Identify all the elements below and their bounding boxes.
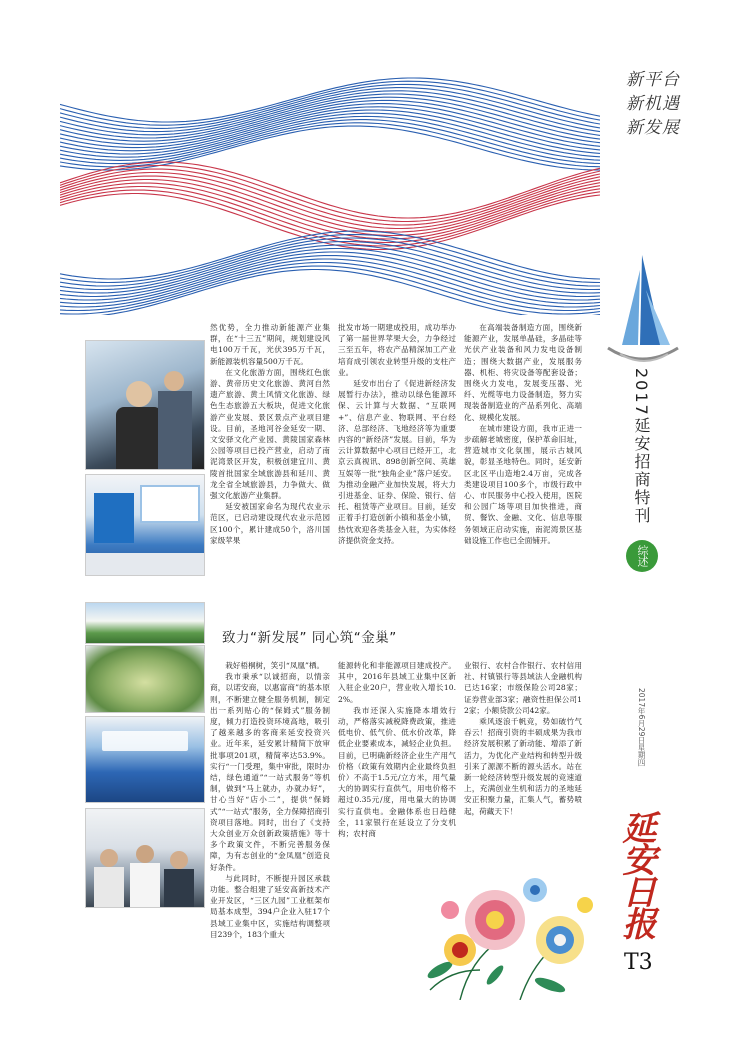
top-article-column-1 (210, 322, 330, 592)
bottom-article-column-1 (210, 660, 330, 1005)
paragraph: 乘风逐浪千帆竞，势如破竹气吞云！招商引资的丰硕成果为我市经济发展积累了新动能、增添了新活力，为优化产业结构和转型升级引来了源源不断的源头活水。站在新一轮经济转型升级发展的竞速道上，充满创业生机和活力的圣地延安正积聚力量，汇集人气，蓄势喷起，荷藏天下！ (464, 717, 582, 816)
paragraph: 业银行、农村合作银行、农村信用社、村镇银行等县域法人金融机构已达16家；市级保险公司28家；证券营业部3家；融资性担保公司12家；小额贷款公司42家。 (464, 661, 582, 715)
sand-table-model-photo (85, 645, 205, 713)
newspaper-masthead: 延安日报 (616, 810, 656, 938)
wave-line (60, 180, 600, 236)
paragraph: 在文化旅游方面，围绕红色旅游、黄帝历史文化旅游、黄河自然遗产旅游、黄土风情文化旅游、绿色生态旅游五大板块，促进文化旅游产业发展、景区景点产业项目建设。目前，圣地河谷金延安一期、文安驿文化产业园、黄陵国家森林公园等项目已投产营业，启动了南泥湾景区开发，积极创建宜川、黄陵首批国家全域旅游县和延川、黄龙全省全域旅游县，力争做大、做强文化旅游产业集群。 (210, 367, 330, 501)
slogan-line: 新发展 (626, 118, 680, 138)
paragraph: 在城市建设方面，我市正进一步疏解老城密度，保护革命旧址，营造城市文化氛围，展示古城风貌，彰显圣地特色。同时，延安新区北区平山造地2.4万亩，完成各类建设项目100多个，市级行政中心、市民服务中心投入使用，医院和公园广场等项目加快推进，商贸、餐饮、金融、文化、信息等服务领域正启动实施，南泥湾景区基础设施工作也已全面铺开。 (464, 423, 582, 545)
page-number: T3 (624, 950, 653, 975)
paragraph: 在高端装备制造方面，围绕新能源产业，发展单晶硅，多晶硅等光伏产业装备和风力发电设备制造；围绕大数据产业，发展服务器、机柜、将灾设备等配套设备；围绕火力发电，发展变压器、光纤、光缆等电力设备制造，努力实现装备制造业的产品系列化、高端化、规模化发展。 (464, 323, 582, 422)
paragraph: 延安市出台了《促进新经济发展暂行办法》，推动以绿色能源环保、云计算与大数据、“互联网+”、信息产业、物联网、平台经济、总部经济、飞地经济等为重要内容的“新经济”发展。目前，华为云计算数据中心项目已经开工，北京云真视讯、898创新空间、英雄互娱等一批“独角企业”落户延安。为推动金融产业加快发展，将大力引进基金、证券、保险、银行、信托、租赁等产业项目。目前，延安正着手打造创新小镇和基金小镇，热忱欢迎各类基金入驻，为实体经济提供资金支持。 (338, 379, 456, 545)
bottom-article-headline: 致力“新发展” 同心筑“金巢” (222, 630, 397, 646)
top-article-column-2 (338, 322, 456, 592)
slogan-block (626, 70, 686, 138)
issue-date: 2017年6月29日星期四 (637, 688, 646, 767)
bottom-article-column-2 (338, 660, 456, 860)
flower-illustration (400, 850, 610, 1000)
exhibition-booth-photo (85, 474, 205, 576)
delegation-visit-photo (85, 808, 205, 908)
paragraph: 能源转化和非能源项目建成投产。其中，2016年县域工业集中区新入驻企业20户，营业收入增长10.2%。 (338, 661, 456, 704)
wave-line (60, 266, 600, 314)
landscaping-photo (85, 602, 205, 644)
wave-line (60, 173, 600, 229)
trade-fair-booth-photo (85, 716, 205, 803)
vr-exhibit-photo (85, 340, 205, 470)
paragraph: 我市秉承“以诚招商，以情亲商，以诺安商，以惠富商”的基本原则，不断建立健全服务机制，制定出一系列贴心的“保姆式”服务制度，倾力打造投资环境高地，吸引了越来越多的客商来延安投资兴业。近年来，延安累计精简下放审批事项201项，精简率达53.9%。实行“一门受理，集中审批，限时办结，绿色通道”“一站式服务”等机制，做到“马上就办，办就办好”，甘心当好“店小二”，提供“保姆式”“一站式”服务，全力保障招商引资项目落地。同时，出台了《支持大众创业万众创新政策措施》等十多个政策文件，不断完善服务保障，为有志创业的“金凤凰”创造良好条件。 (210, 672, 330, 872)
slogan-line: 新平台 (626, 70, 680, 90)
paragraph: 与此同时，不断提升园区承载功能。整合组建了延安高新技术产业开发区，“三区九园”工业框架布局基本成型，394户企业入驻17个县域工业集中区，实施结构调整项目239个，183个重大 (210, 873, 330, 939)
wave-lines-decoration (60, 70, 600, 315)
paragraph: 批发市场一期建成投用，成功举办了第一届世界苹果大会，力争经过三至五年，将农产品精深加工产业培育成引领农业转型升级的支柱产业。 (338, 323, 456, 377)
paragraph: 我市还深入实施降本增效行动，严格落实减税降费政策，推进低电价、低气价、低水价改革，降低企业要素成本，减轻企业负担。目前，已明确新经济企业生产用气价格（政策有效期内企业最终负担价）不高于1.5元/立方米，用气量大的协调实行直供气，用电价格不超过0.35元/度，用电量大的协调实行直供电。金融体系也日趋健全，11家银行在延设立了分支机构；农村商 (338, 705, 456, 839)
section-badge-text: 综述 (636, 545, 649, 567)
paragraph: 延安被国家命名为现代农业示范区，已启动建设现代农业示范园区100个，累计建成50个，洛川国家级苹果 (210, 502, 330, 545)
paragraph: 栽好梧桐树，笑引“凤凰”栖。 (225, 661, 325, 670)
special-edition-title: 2017延安招商特刊 (632, 368, 651, 525)
sailboat-logo (600, 250, 685, 370)
top-article-column-3 (464, 322, 582, 592)
section-badge (626, 540, 658, 572)
slogan-line: 新机遇 (626, 94, 680, 114)
wave-line (60, 176, 600, 232)
paragraph: 然优势，全力推动新能源产业集群，在“十三五”期间，规划建设风电100万千瓦，光伏395万千瓦，新能源装机容量500万千瓦。 (210, 323, 330, 366)
